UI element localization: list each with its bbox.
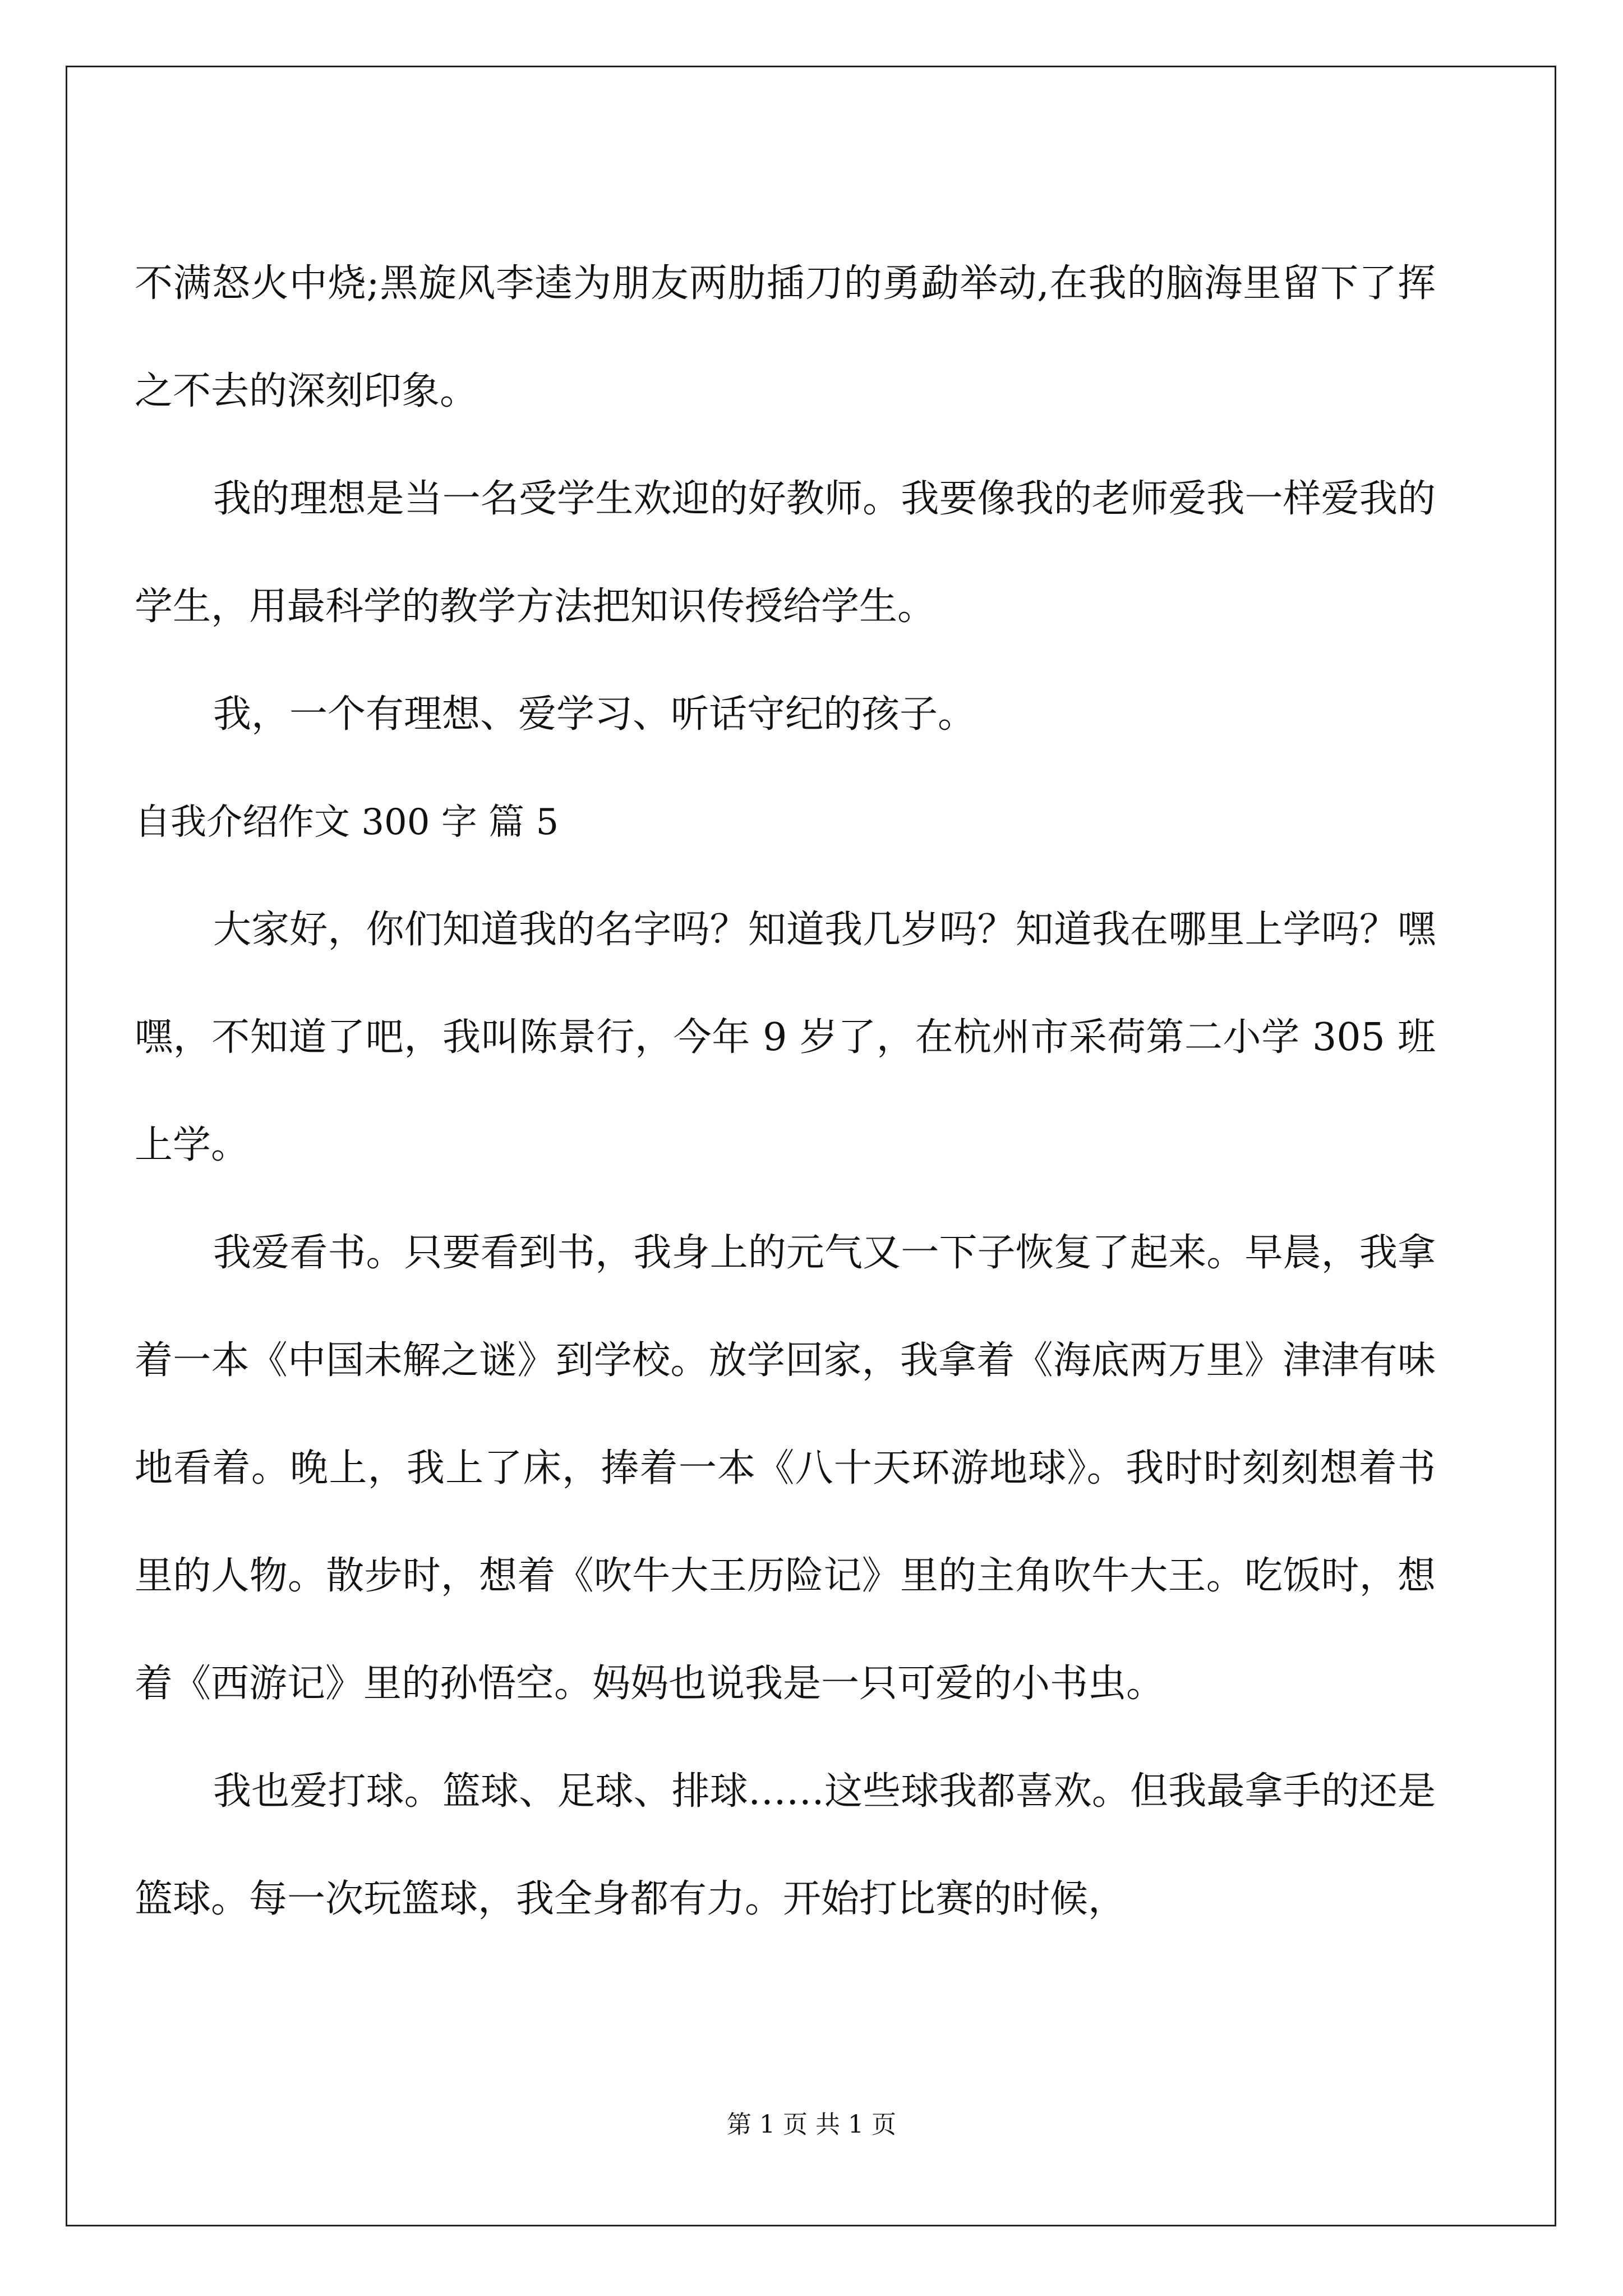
paragraph-3: 我，一个有理想、爱学习、听话守纪的孩子。 <box>213 692 976 737</box>
paragraph-5: 我爱看书。只要看到书，我身上的元气又一下子恢复了起来。早晨，我拿着一本《中国未解之谜》到学校。放学回家，我拿着《海底两万里》津津有味地看着。晚上，我上了床，捧着一本《八十天环游地球》。我时时刻刻想着书里的人物。散步时，想着《吹牛大王历险记》里的主角吹牛大王。吃饭时，想着《西游记》里的孙悟空。妈妈也说我是一只可爱的小书虫。 <box>135 1231 1436 1706</box>
paragraph-6: 我也爱打球。篮球、足球、排球……这些球我都喜欢。但我最拿手的还是篮球。每一次玩篮球，我全身都有力。开始打比赛的时候， <box>135 1769 1436 1921</box>
paragraph-2: 我的理想是当一名受学生欢迎的好教师。我要像我的老师爱我一样爱我的学生，用最科学的教学方法把知识传授给学生。 <box>135 477 1436 629</box>
paragraph-1: 不满怒火中烧;黑旋风李逵为朋友两肋插刀的勇勐举动,在我的脑海里留下了挥之不去的深刻印象。 <box>135 261 1436 413</box>
page-number-footer: 第 1 页 共 1 页 <box>727 2110 896 2139</box>
document-body <box>135 230 1436 1953</box>
section-heading: 自我介绍作文 300 字 篇 5 <box>135 802 559 843</box>
paragraph-4: 大家好，你们知道我的名字吗？知道我几岁吗？知道我在哪里上学吗？嘿嘿，不知道了吧，我叫陈景行，今年 9 岁了，在杭州市采荷第二小学 305 班上学。 <box>135 908 1436 1167</box>
